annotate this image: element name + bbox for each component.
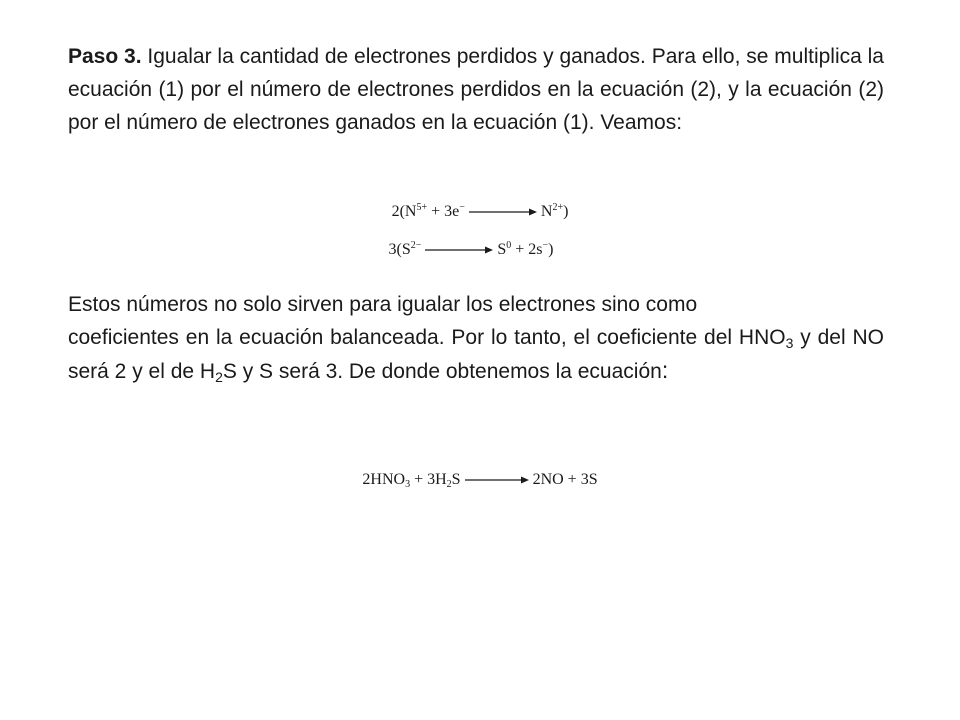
paragraph2-text-a: coeficientes en la ecuación balanceada. Por lo tanto, el coeficiente del HNO (68, 326, 786, 349)
paragraph-paso-3 (68, 40, 884, 139)
eq3-h2s-subscript: 2 (446, 479, 452, 490)
equation-sulfur (0, 241, 960, 259)
paragraph2-line1: Estos números no solo sirven para igualar los electrones sino como (68, 293, 698, 316)
paragraph2-text-c: S y S será 3. De donde obtenemos la ecuación (222, 360, 662, 383)
eq2-product-charge: 0 (506, 240, 512, 251)
eq3-reactant-h2s: + 3H (410, 471, 447, 488)
equation-balanced (0, 471, 960, 489)
eq1-electron-charge: − (459, 202, 465, 213)
paso-label: Paso 3. (68, 45, 142, 68)
eq1-charge-n: 5+ (416, 202, 428, 213)
eq2-prefix: 3(S (388, 241, 411, 258)
paragraph2-colon: : (661, 357, 669, 383)
paragraph2-text-b: y del NO será 2 y el de H (68, 326, 884, 383)
eq1-product-charge: 2+ (552, 202, 564, 213)
paso-text: Igualar la cantidad de electrones perdidos y ganados. Para ello, se multiplica la ecuación (1) por el número de electrones perdidos en la ecuación (2), y la ecuación (2) por el número de electrones ganados en la ecuación (1). Veamos: (68, 45, 884, 134)
eq2-charge-s: 2− (410, 240, 422, 251)
reaction-arrow-icon (465, 475, 529, 485)
eq3-reactant-hno3: 2HNO (362, 471, 406, 488)
hno3-subscript: 3 (785, 335, 794, 351)
paragraph-coeficientes (68, 288, 884, 388)
reaction-arrow-icon (469, 207, 537, 217)
eq2-electron-charge: − (542, 240, 549, 251)
eq2-suffix: ) (548, 241, 554, 258)
equation-nitrogen (0, 203, 960, 221)
eq1-prefix: 2(N (391, 203, 417, 220)
h2s-subscript: 2 (215, 369, 223, 385)
eq2-product: S (497, 241, 507, 258)
eq1-product: N (540, 203, 553, 220)
eq1-suffix: ) (563, 203, 569, 220)
reaction-arrow-icon (425, 245, 493, 255)
eq2-electrons: + 2s (511, 241, 543, 258)
eq1-electrons: + 3e (427, 203, 460, 220)
eq3-h2s-end: S (451, 471, 461, 488)
eq3-products: 2NO + 3S (532, 471, 598, 488)
eq3-hno3-subscript: 3 (405, 479, 411, 490)
